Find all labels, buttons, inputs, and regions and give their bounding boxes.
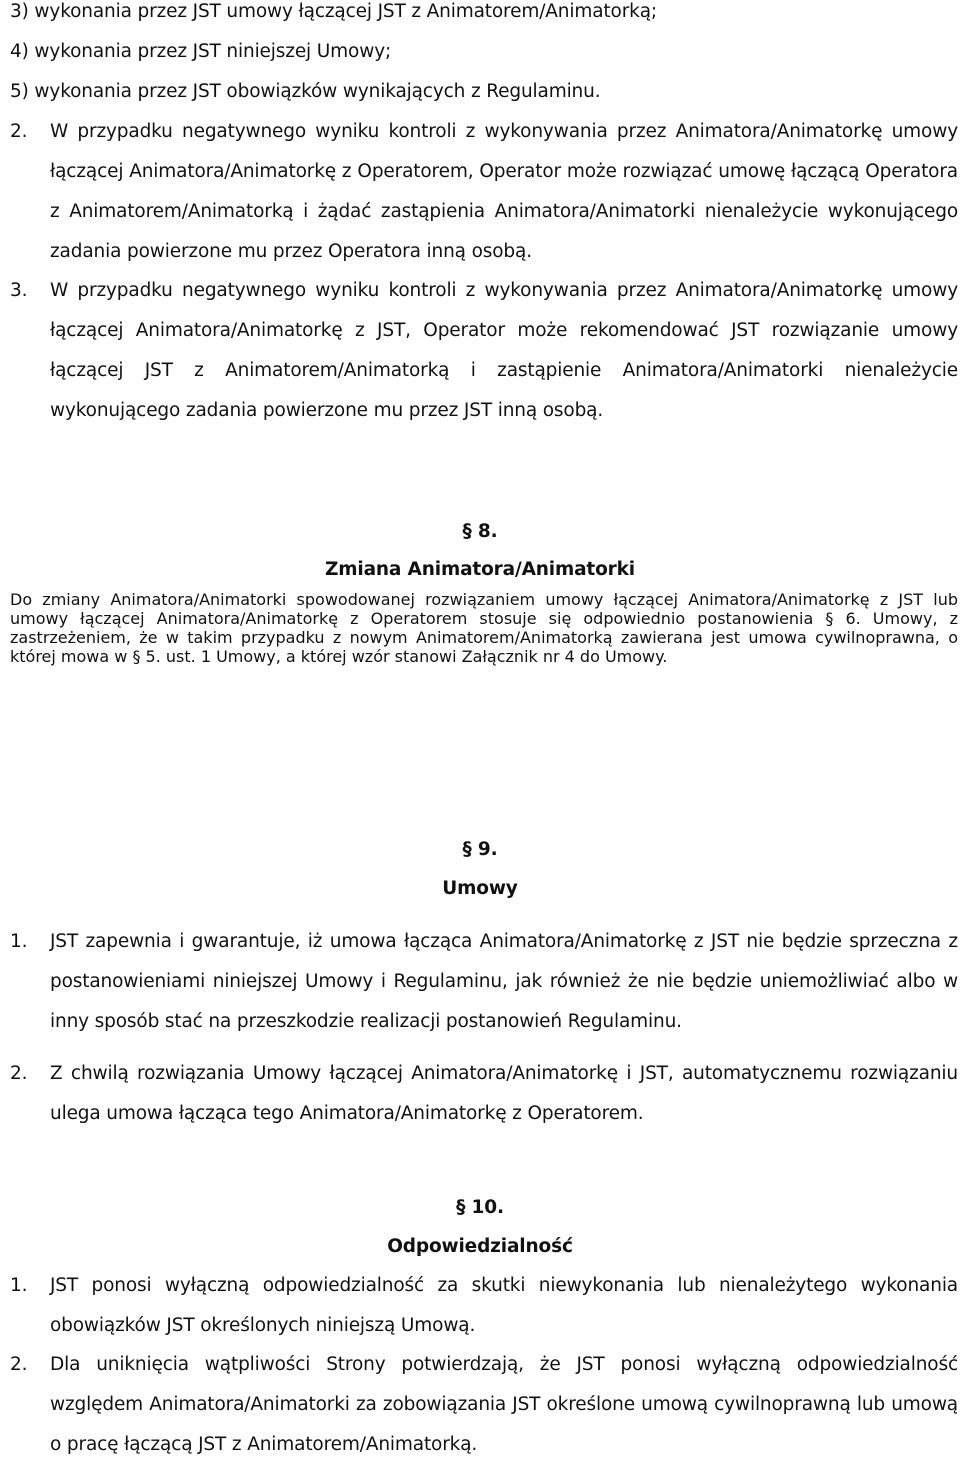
section-title: Odpowiedzialność — [387, 1236, 573, 1257]
item-number: 1. — [10, 931, 28, 952]
sub-item: 4) wykonania przez JST niniejszej Umowy; — [10, 41, 392, 62]
section-title: Umowy — [442, 878, 518, 899]
item-number: 2. — [10, 1063, 28, 1084]
numbered-item — [10, 271, 958, 431]
item-number: 2. — [10, 121, 28, 142]
item-number: 1. — [10, 1275, 28, 1296]
section-paragraph: Do zmiany Animatora/Animatorki spowodowanej rozwiązaniem umowy łączącej Animatora/Animatorkę z JST lub umowy łączącej Animatora/Animatorkę z Operatorem stosuje się odpowiednio postanowienia § 6. Umowy, z zastrzeżeniem, że w takim przypadku z nowym Animatorem/Animatorką zawierana jest umowa cywilnoprawna, o której mowa w § 5. ust. 1 Umowy, a której wzór stanowi Załącznik nr 4 do Umowy. — [10, 590, 958, 666]
item-number: 2. — [10, 1354, 28, 1375]
item-text: W przypadku negatywnego wyniku kontroli z wykonywania przez Animatora/Animatorkę umowy łączącej Animatora/Animatorkę z JST, Operator może rekomendować JST rozwiązanie umowy łączącej JST z Animatorem/Animatorką i zastąpienie Animatora/Animatorki nienależycie wykonującego zadania powierzone mu przez JST inną osobą. — [50, 280, 958, 421]
item-number: 3. — [10, 280, 28, 301]
numbered-item — [10, 1345, 958, 1465]
sub-item-list — [10, 0, 950, 112]
numbered-item — [10, 112, 958, 272]
item-text: JST zapewnia i gwarantuje, iż umowa łącząca Animatora/Animatorkę z JST nie będzie sprzeczna z postanowieniami niniejszej Umowy i Regulaminu, jak również że nie będzie uniemożliwiać albo w inny sposób stać na przeszkodzie realizacji postanowień Regulaminu. — [50, 931, 958, 1032]
item-text: Z chwilą rozwiązania Umowy łączącej Animatora/Animatorkę i JST, automatycznemu rozwiązaniu ulega umowa łącząca tego Animatora/Animatorkę z Operatorem. — [50, 1063, 958, 1124]
section-title: Zmiana Animatora/Animatorki — [325, 559, 635, 580]
item-text: JST ponosi wyłączną odpowiedzialność za skutki niewykonania lub nienależytego wykonania obowiązków JST określonych niniejszą Umową. — [50, 1275, 958, 1336]
numbered-item — [10, 1266, 958, 1346]
section-number: § 9. — [462, 839, 498, 860]
item-text: Dla uniknięcia wątpliwości Strony potwierdzają, że JST ponosi wyłączną odpowiedzialność względem Animatora/Animatorki za zobowiązania JST określone umową cywilnoprawną lub umową o pracę łączącą JST z Animatorem/Animatorką. — [50, 1354, 958, 1455]
section-number: § 8. — [462, 521, 498, 542]
section-number: § 10. — [456, 1197, 504, 1218]
numbered-item — [10, 1054, 958, 1134]
item-text: W przypadku negatywnego wyniku kontroli z wykonywania przez Animatora/Animatorkę umowy łączącej Animatora/Animatorkę z Operatorem, Operator może rozwiązać umowę łączącą Operatora z Animatorem/Animatorką i żądać zastąpienia Animatora/Animatorki nienależycie wykonującego zadania powierzone mu przez Operatora inną osobą. — [50, 121, 958, 262]
numbered-item — [10, 922, 958, 1042]
sub-item: 5) wykonania przez JST obowiązków wynikających z Regulaminu. — [10, 81, 601, 102]
sub-item: 3) wykonania przez JST umowy łączącej JST z Animatorem/Animatorką; — [10, 1, 657, 22]
